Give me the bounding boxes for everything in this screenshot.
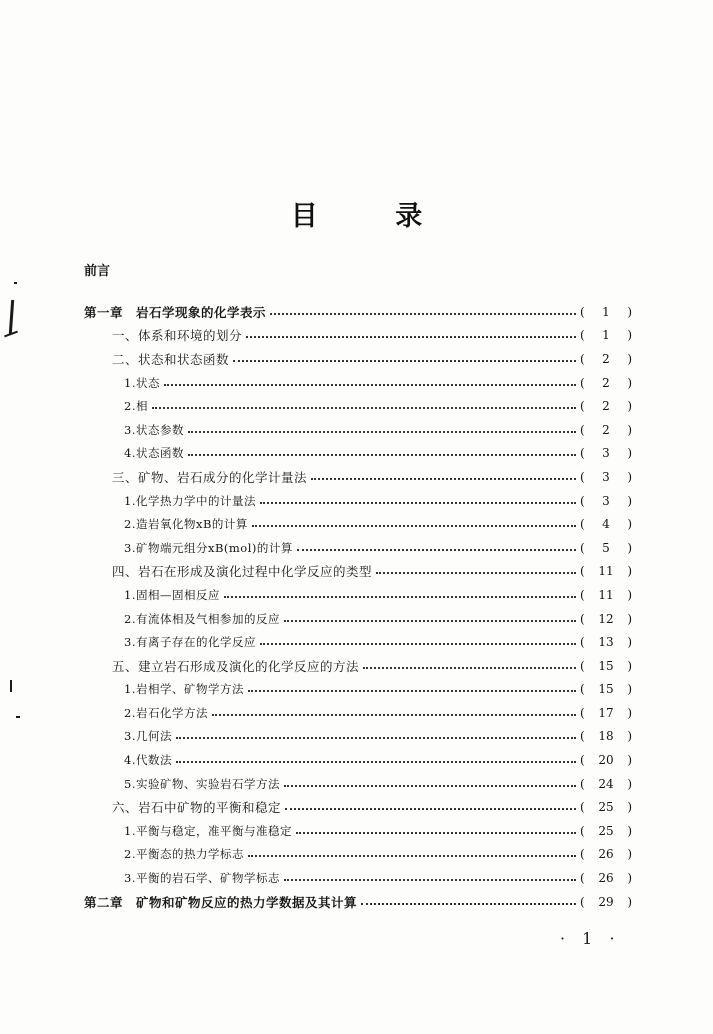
page-number-value: 26 (598, 871, 614, 886)
toc-entry-label: 一、体系和环境的划分 (112, 328, 243, 344)
toc-entry-label: 1.平衡与稳定，准平衡与准稳定 (124, 823, 292, 838)
close-paren: ) (627, 564, 632, 579)
close-paren: ) (627, 517, 632, 532)
page-number-value: 1 (602, 304, 610, 319)
toc-page-number (580, 470, 632, 484)
toc-entry[interactable] (84, 324, 632, 348)
close-paren: ) (627, 871, 632, 886)
table-of-contents (84, 300, 632, 913)
dot-leader (164, 384, 576, 386)
toc-entry-label: 2.相 (124, 399, 148, 414)
toc-entry-label: 1.岩相学、矿物学方法 (124, 682, 244, 697)
dot-leader (284, 785, 576, 787)
toc-entry-label: 第二章 矿物和矿物反应的热力学数据及其计算 (84, 894, 358, 910)
dot-leader (252, 525, 576, 527)
toc-entry[interactable] (84, 772, 632, 796)
open-paren: ( (580, 399, 585, 414)
page-number-value: 20 (598, 753, 614, 768)
dot-leader (297, 549, 576, 551)
toc-entry[interactable] (84, 512, 632, 536)
toc-entry-preface[interactable]: 前言 (84, 264, 111, 279)
toc-entry[interactable] (84, 866, 632, 890)
toc-entry[interactable] (84, 347, 632, 371)
page-number-value: 1 (602, 328, 610, 343)
dot-leader (224, 596, 576, 598)
toc-page-number (580, 895, 632, 909)
toc-entry[interactable] (84, 795, 632, 819)
toc-page-number (580, 517, 632, 531)
toc-page-number (580, 352, 632, 366)
close-paren: ) (627, 705, 632, 720)
toc-page-number (580, 729, 632, 743)
toc-entry-label: 第一章 岩石学现象的化学表示 (84, 304, 267, 320)
dot-leader (284, 879, 576, 881)
close-paren: ) (627, 611, 632, 626)
dot-leader (212, 714, 576, 716)
toc-entry[interactable] (84, 819, 632, 843)
open-paren: ( (580, 871, 585, 886)
toc-page-number (580, 753, 632, 767)
toc-entry-label: 3.状态参数 (124, 422, 184, 437)
toc-entry-label: 2.造岩氧化物xB的计算 (124, 517, 248, 532)
close-paren: ) (627, 823, 632, 838)
dot-leader (363, 667, 576, 669)
toc-entry[interactable] (84, 560, 632, 584)
toc-page-number (580, 871, 632, 885)
toc-page-number (580, 706, 632, 720)
toc-entry-label: 3.矿物端元组分xB(mol)的计算 (124, 540, 293, 555)
page-number-value: 4 (602, 517, 610, 532)
page-number-value: 24 (598, 776, 614, 791)
page-number-value: 26 (598, 847, 614, 862)
close-paren: ) (627, 422, 632, 437)
toc-page-number (580, 305, 632, 319)
page-number-footer: · 1 · (560, 929, 621, 948)
dot-leader (284, 620, 576, 622)
page-number-value: 5 (602, 540, 610, 555)
toc-entry[interactable] (84, 725, 632, 749)
toc-page-number (580, 824, 632, 838)
open-paren: ( (580, 351, 585, 366)
toc-entry-label: 4.代数法 (124, 753, 172, 768)
close-paren: ) (627, 658, 632, 673)
page-number-value: 3 (602, 469, 610, 484)
open-paren: ( (580, 328, 585, 343)
toc-entry[interactable] (84, 442, 632, 466)
toc-entry-label: 3.几何法 (124, 729, 172, 744)
dot-leader (285, 808, 576, 810)
open-paren: ( (580, 493, 585, 508)
open-paren: ( (580, 422, 585, 437)
dot-leader (176, 737, 576, 739)
page-number-value: 11 (598, 587, 614, 602)
toc-page-number (580, 777, 632, 791)
toc-page-number (580, 659, 632, 673)
dot-leader (260, 502, 576, 504)
toc-entry-label: 3.平衡的岩石学、矿物学标志 (124, 871, 280, 886)
toc-entry-label: 1.化学热力学中的计量法 (124, 493, 256, 508)
toc-entry-label: 5.实验矿物、实验岩石学方法 (124, 776, 280, 791)
toc-entry[interactable] (84, 701, 632, 725)
close-paren: ) (627, 635, 632, 650)
toc-page-number (580, 376, 632, 390)
open-paren: ( (580, 635, 585, 650)
close-paren: ) (627, 847, 632, 862)
open-paren: ( (580, 800, 585, 815)
dot-leader (246, 336, 576, 338)
close-paren: ) (627, 800, 632, 815)
toc-page-number (580, 423, 632, 437)
toc-entry-label: 四、岩石在形成及演化过程中化学反应的类型 (112, 564, 373, 580)
page-number-value: 2 (602, 351, 610, 366)
toc-page-number (580, 328, 632, 342)
page-number-value: 15 (598, 658, 614, 673)
toc-page-number (580, 588, 632, 602)
close-paren: ) (627, 776, 632, 791)
toc-entry[interactable] (84, 418, 632, 442)
close-paren: ) (627, 328, 632, 343)
open-paren: ( (580, 540, 585, 555)
dot-leader (152, 407, 576, 409)
close-paren: ) (627, 587, 632, 602)
toc-entry[interactable] (84, 890, 632, 914)
open-paren: ( (580, 753, 585, 768)
close-paren: ) (627, 894, 632, 909)
open-paren: ( (580, 705, 585, 720)
toc-entry-label: 2.岩石化学方法 (124, 705, 208, 720)
toc-entry-label: 2.平衡态的热力学标志 (124, 847, 244, 862)
toc-entry[interactable] (84, 583, 632, 607)
page-number-value: 25 (598, 800, 614, 815)
open-paren: ( (580, 776, 585, 791)
page-title: 目 录 (290, 201, 457, 232)
page-number-value: 15 (598, 682, 614, 697)
close-paren: ) (627, 399, 632, 414)
toc-entry[interactable] (84, 536, 632, 560)
dot-leader (361, 903, 576, 905)
toc-page-number (580, 612, 632, 626)
toc-entry-label: 3.有离子存在的化学反应 (124, 635, 256, 650)
open-paren: ( (580, 304, 585, 319)
toc-entry-label: 二、状态和状态函数 (112, 351, 230, 367)
toc-page-number (580, 494, 632, 508)
toc-entry[interactable] (84, 678, 632, 702)
dot-leader (376, 572, 576, 574)
page-number-value: 2 (602, 399, 610, 414)
dot-leader (296, 832, 576, 834)
toc-entry[interactable] (84, 489, 632, 513)
margin-scan-mark (4, 331, 18, 338)
dot-leader (311, 478, 576, 480)
page-number-value: 13 (598, 635, 614, 650)
page-number-value: 12 (598, 611, 614, 626)
open-paren: ( (580, 469, 585, 484)
toc-entry[interactable] (84, 394, 632, 418)
dot-leader (248, 855, 576, 857)
close-paren: ) (627, 304, 632, 319)
open-paren: ( (580, 658, 585, 673)
margin-scan-mark (10, 680, 12, 692)
page-number-value: 3 (602, 446, 610, 461)
open-paren: ( (580, 682, 585, 697)
toc-entry[interactable] (84, 748, 632, 772)
toc-entry[interactable] (84, 630, 632, 654)
toc-entry-label: 4.状态函数 (124, 446, 184, 461)
page-number-value: 29 (598, 894, 614, 909)
open-paren: ( (580, 729, 585, 744)
close-paren: ) (627, 493, 632, 508)
toc-entry-label: 1.固相—固相反应 (124, 587, 220, 602)
page-number-value: 18 (598, 729, 614, 744)
close-paren: ) (627, 753, 632, 768)
close-paren: ) (627, 351, 632, 366)
close-paren: ) (627, 469, 632, 484)
dot-leader (270, 313, 576, 315)
open-paren: ( (580, 375, 585, 390)
page-number-value: 2 (602, 422, 610, 437)
dot-leader (188, 454, 576, 456)
open-paren: ( (580, 517, 585, 532)
toc-page-number (580, 446, 632, 460)
toc-entry-label: 六、岩石中矿物的平衡和稳定 (112, 800, 282, 816)
page-number-value: 11 (598, 564, 614, 579)
toc-page-number (580, 800, 632, 814)
close-paren: ) (627, 375, 632, 390)
close-paren: ) (627, 540, 632, 555)
dot-leader (176, 761, 576, 763)
toc-entry-label: 三、矿物、岩石成分的化学计量法 (112, 469, 308, 485)
dot-leader (233, 360, 576, 362)
open-paren: ( (580, 446, 585, 461)
toc-page-number (580, 847, 632, 861)
dot-leader (188, 431, 576, 433)
page-number-value: 3 (602, 493, 610, 508)
close-paren: ) (627, 729, 632, 744)
toc-entry[interactable] (84, 465, 632, 489)
toc-page-number (580, 682, 632, 696)
dot-leader (248, 690, 576, 692)
toc-page-number (580, 541, 632, 555)
toc-entry[interactable] (84, 654, 632, 678)
toc-entry-label: 1.状态 (124, 375, 160, 390)
page-number-value: 17 (598, 705, 614, 720)
toc-entry-label: 2.有流体相及气相参加的反应 (124, 611, 280, 626)
close-paren: ) (627, 682, 632, 697)
toc-entry-label: 五、建立岩石形成及演化的化学反应的方法 (112, 658, 360, 674)
margin-scan-mark (16, 716, 20, 718)
open-paren: ( (580, 611, 585, 626)
page-number-value: 25 (598, 823, 614, 838)
page-number-value: 2 (602, 375, 610, 390)
open-paren: ( (580, 894, 585, 909)
toc-page-number (580, 564, 632, 578)
toc-entry[interactable] (84, 843, 632, 867)
margin-scan-mark (14, 282, 17, 284)
margin-scan-mark (9, 300, 14, 334)
dot-leader (260, 643, 576, 645)
toc-page-number (580, 635, 632, 649)
toc-entry[interactable] (84, 607, 632, 631)
close-paren: ) (627, 446, 632, 461)
open-paren: ( (580, 564, 585, 579)
open-paren: ( (580, 587, 585, 602)
toc-entry[interactable] (84, 371, 632, 395)
toc-entry[interactable] (84, 300, 632, 324)
open-paren: ( (580, 823, 585, 838)
toc-page-number (580, 399, 632, 413)
open-paren: ( (580, 847, 585, 862)
